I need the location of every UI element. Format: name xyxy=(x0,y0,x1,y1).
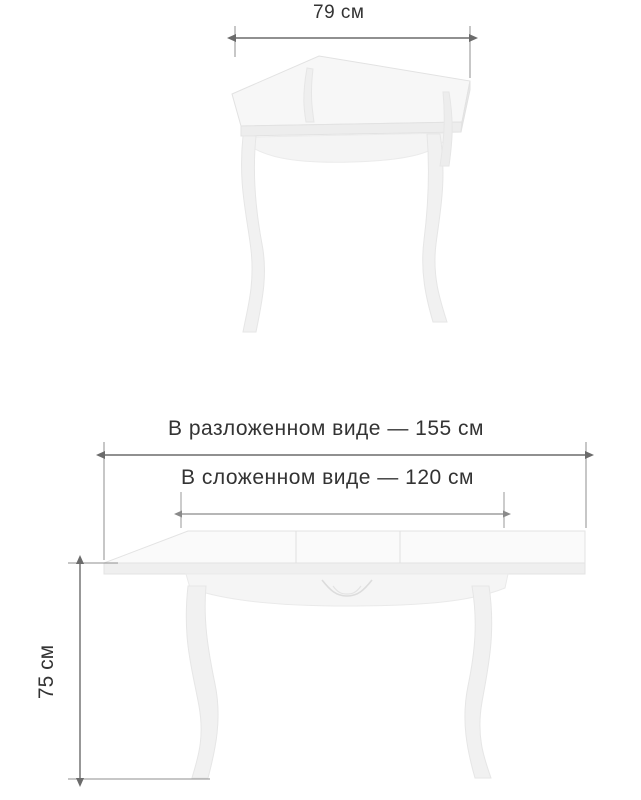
dimension-length-120 xyxy=(181,492,504,528)
table-front-view xyxy=(104,531,585,778)
table-leg-front-left xyxy=(242,136,265,332)
label-height-75: 75 см xyxy=(35,644,59,700)
table-top-surface xyxy=(232,56,470,126)
label-width-79: 79 см xyxy=(313,2,365,23)
leg-front-left xyxy=(186,586,218,778)
label-length-extended: В разложенном виде — 155 см xyxy=(168,417,484,440)
tabletop-edge xyxy=(104,563,585,574)
label-length-folded: В сложенном виде — 120 см xyxy=(181,466,474,489)
leg-front-right xyxy=(465,586,492,778)
table-apron xyxy=(253,133,450,162)
tabletop-extended-left xyxy=(104,531,585,563)
table-top-view xyxy=(232,56,470,332)
apron-front xyxy=(186,574,508,606)
